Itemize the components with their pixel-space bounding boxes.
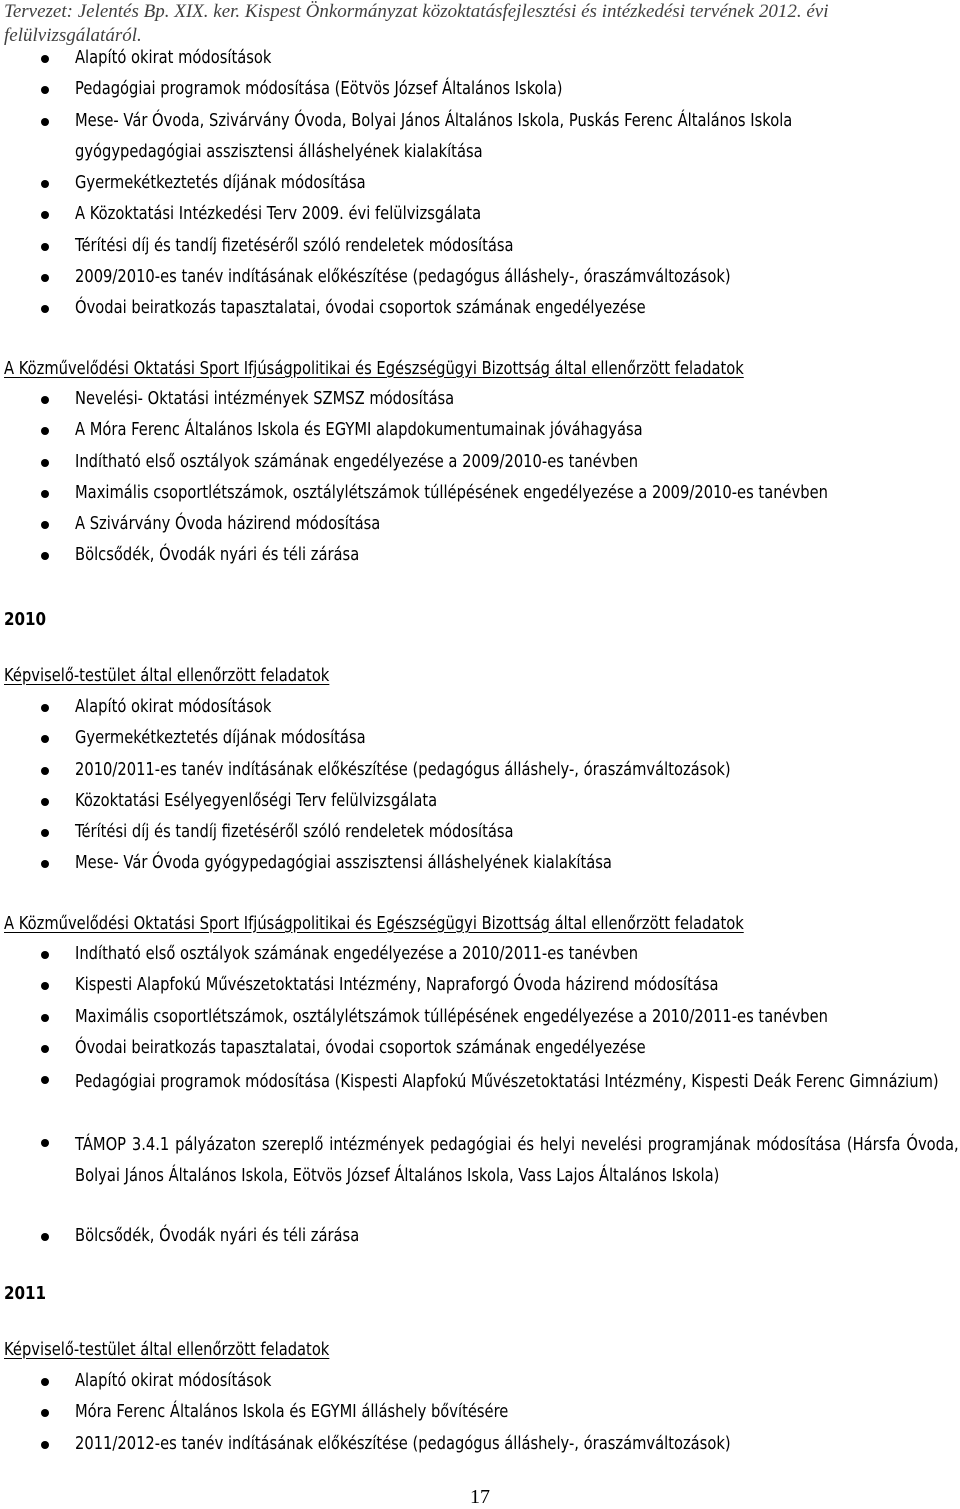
bullet-icon — [41, 767, 49, 775]
list-2010-committee — [0, 939, 960, 1252]
list-2010-council — [0, 692, 960, 880]
list-item: 2010/2011-es tanév indításának előkészítése (pedagógus álláshely-, óraszámváltozások) — [0, 755, 960, 786]
list-item: Gyermekétkeztetés díjának módosítása — [0, 723, 960, 754]
list-item: Térítési díj és tandíj fizetéséről szóló rendeletek módosítása — [0, 231, 960, 262]
list-item: Gyermekétkeztetés díjának módosítása — [0, 168, 960, 199]
bullet-icon — [41, 118, 49, 126]
list-2009-committee — [0, 384, 960, 572]
list-item: Alapító okirat módosítások — [0, 692, 960, 723]
list-item: Indítható első osztályok számának engedélyezése a 2010/2011-es tanévben — [0, 939, 960, 970]
year-heading-2010: 2010 — [4, 609, 47, 630]
bullet-icon — [41, 982, 49, 990]
committee-heading-2009: A Közművelődési Oktatási Sport Ifjúságpolitikai és Egészségügyi Bizottság által ellenőrzött feladatok — [4, 359, 744, 379]
list-item: 2009/2010-es tanév indításának előkészítése (pedagógus álláshely-, óraszámváltozások) — [0, 262, 960, 293]
bullet-icon — [41, 55, 49, 63]
running-header: Tervezet: Jelentés Bp. XIX. ker. Kispest Önkormányzat közoktatásfejlesztési és intézkedési tervének 2012. évi felülvizsgálatáról. — [4, 1, 829, 46]
list-item: Óvodai beiratkozás tapasztalatai, óvodai csoportok számának engedélyezése — [0, 293, 960, 324]
page-number: 17 — [470, 1486, 490, 1508]
list-2009-council — [0, 43, 960, 325]
bullet-icon — [41, 86, 49, 94]
list-item: Pedagógiai programok módosítása (Kispesti Alapfokú Művészetoktatási Intézmény, Kispesti Deák Ferenc Gimnázium) — [0, 1064, 960, 1127]
list-item: 2011/2012-es tanév indításának előkészítése (pedagógus álláshely-, óraszámváltozások) — [0, 1429, 960, 1460]
list-item: Indítható első osztályok számának engedélyezése a 2009/2010-es tanévben — [0, 447, 960, 478]
council-heading-2011: Képviselő-testület által ellenőrzött feladatok — [4, 1340, 330, 1360]
bullet-icon — [41, 1233, 49, 1241]
list-item: Alapító okirat módosítások — [0, 1366, 960, 1397]
bullet-icon — [41, 1378, 49, 1386]
bullet-icon — [41, 490, 49, 498]
bullet-icon — [41, 427, 49, 435]
list-item: Közoktatási Esélyegyenlőségi Terv felülvizsgálata — [0, 786, 960, 817]
committee-heading-2010: A Közművelődési Oktatási Sport Ifjúságpolitikai és Egészségügyi Bizottság által ellenőrzött feladatok — [4, 914, 744, 934]
bullet-icon — [41, 860, 49, 868]
list-item: A Közoktatási Intézkedési Terv 2009. évi felülvizsgálata — [0, 199, 960, 230]
list-item: Mese- Vár Óvoda, Szivárvány Óvoda, Bolyai János Általános Iskola, Puskás Ferenc Általános Iskola — [0, 106, 960, 137]
bullet-icon — [41, 1076, 49, 1084]
list-item-continuation: gyógypedagógiai asszisztensi álláshelyének kialakítása — [75, 141, 483, 162]
bullet-icon — [41, 1014, 49, 1022]
bullet-icon — [41, 459, 49, 467]
bullet-icon — [41, 704, 49, 712]
list-item: Kispesti Alapfokú Művészetoktatási Intézmény, Napraforgó Óvoda házirend módosítása — [0, 970, 960, 1001]
bullet-icon — [41, 396, 49, 404]
bullet-icon — [41, 211, 49, 219]
bullet-icon — [41, 1139, 49, 1147]
bullet-icon — [41, 305, 49, 313]
list-item: A Móra Ferenc Általános Iskola és EGYMI alapdokumentumainak jóváhagyása — [0, 415, 960, 446]
bullet-icon — [41, 829, 49, 837]
list-item: Maximális csoportlétszámok, osztálylétszámok túllépésének engedélyezése a 2009/2010-es tanévben — [0, 478, 960, 509]
list-item: Móra Ferenc Általános Iskola és EGYMI álláshely bővítésére — [0, 1397, 960, 1428]
list-item: Nevelési- Oktatási intézmények SZMSZ módosítása — [0, 384, 960, 415]
bullet-icon — [41, 735, 49, 743]
list-item: TÁMOP 3.4.1 pályázaton szereplő intézmények pedagógiai és helyi nevelési programjának módosítása (Hársfa Óvoda, Bolyai János Általános Iskola, Eötvös József Általános Iskola, Vass Lajos Általános Iskola) — [0, 1127, 960, 1221]
bullet-icon — [41, 243, 49, 251]
bullet-icon — [41, 1409, 49, 1417]
bullet-icon — [41, 180, 49, 188]
council-heading-2010: Képviselő-testület által ellenőrzött feladatok — [4, 666, 330, 686]
bullet-icon — [41, 521, 49, 529]
list-item: Bölcsődék, Óvodák nyári és téli zárása — [0, 540, 960, 571]
bullet-icon — [41, 274, 49, 282]
list-item: Pedagógiai programok módosítása (Eötvös József Általános Iskola) — [0, 74, 960, 105]
bullet-icon — [41, 798, 49, 806]
list-2011-council — [0, 1366, 960, 1460]
year-heading-2011: 2011 — [4, 1283, 47, 1304]
list-item: A Szivárvány Óvoda házirend módosítása — [0, 509, 960, 540]
bullet-icon — [41, 552, 49, 560]
list-item: Térítési díj és tandíj fizetéséről szóló rendeletek módosítása — [0, 817, 960, 848]
list-item: Alapító okirat módosítások — [0, 43, 960, 74]
bullet-icon — [41, 951, 49, 959]
list-item: Mese- Vár Óvoda gyógypedagógiai asszisztensi álláshelyének kialakítása — [0, 848, 960, 879]
list-item: Óvodai beiratkozás tapasztalatai, óvodai csoportok számának engedélyezése — [0, 1033, 960, 1064]
bullet-icon — [41, 1045, 49, 1053]
list-item: Bölcsődék, Óvodák nyári és téli zárása — [0, 1221, 960, 1252]
list-item: Maximális csoportlétszámok, osztálylétszámok túllépésének engedélyezése a 2010/2011-es tanévben — [0, 1002, 960, 1033]
bullet-icon — [41, 1441, 49, 1449]
